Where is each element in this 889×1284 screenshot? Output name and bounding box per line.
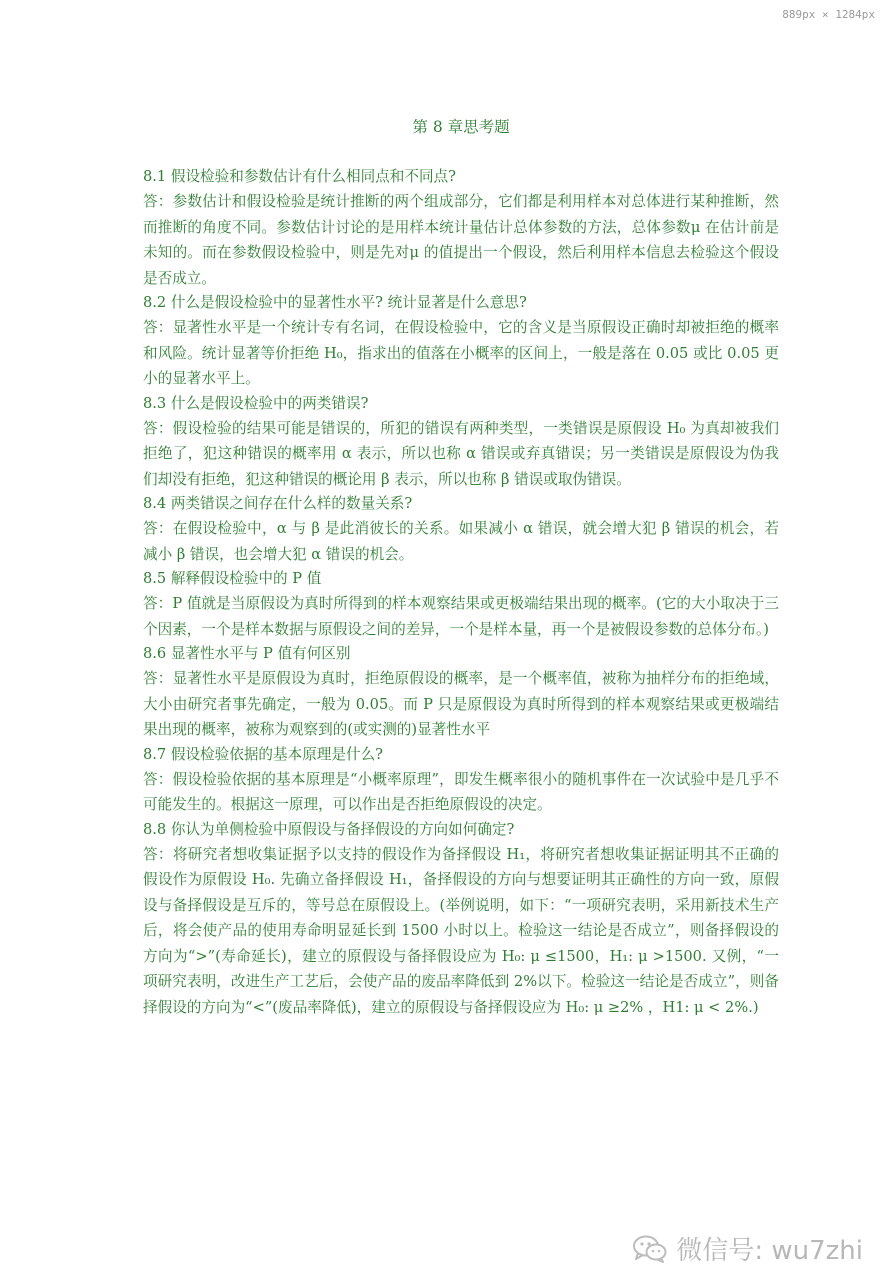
answer-text: 答：假设检验依据的基本原理是“小概率原理”，即发生概率很小的随机事件在一次试验中是几乎不可能发生的。根据这一原理，可以作出是否拒绝原假设的决定。	[143, 770, 779, 813]
document-body	[143, 115, 779, 1020]
wechat-icon	[632, 1234, 668, 1264]
page-title: 第 8 章思考题	[412, 118, 510, 136]
question-text: 8.6 显著性水平与 P 值有何区别	[143, 645, 351, 662]
question-text: 8.2 什么是假设检验中的显著性水平? 统计显著是什么意思?	[143, 294, 527, 311]
answer-text: 答：显著性水平是原假设为真时，拒绝原假设的概率，是一个概率值，被称为抽样分布的拒绝域，大小由研究者事先确定，一般为 0.05。而 P 只是原假设为真时所得到的样本观察结果或更极端结果出现的概率，被称为观察到的(或实测的)显著性水平	[143, 670, 779, 738]
question-text: 8.7 假设检验依据的基本原理是什么?	[143, 745, 383, 763]
qa-item-8-6	[143, 642, 779, 743]
qa-item-8-1	[143, 165, 779, 291]
answer-text: 答：显著性水平是一个统计专有名词，在假设检验中，它的含义是当原假设正确时却被拒绝的概率和风险。统计显著等价拒绝 H₀，指求出的值落在小概率的区间上，一般是落在 0.05 或比 0.05 更小的显著水平上。	[143, 319, 779, 387]
qa-item-8-2	[143, 291, 779, 392]
qa-item-8-7	[143, 743, 779, 818]
answer-text: 答：参数估计和假设检验是统计推断的两个组成部分，它们都是利用样本对总体进行某种推断，然而推断的角度不同。参数估计讨论的是用样本统计量估计总体参数的方法，总体参数μ 在估计前是未知的。而在参数假设检验中，则是先对μ 的值提出一个假设，然后利用样本信息去检验这个假设是否成立。	[143, 193, 779, 287]
answer-text: 答：假设检验的结果可能是错误的，所犯的错误有两种类型，一类错误是原假设 H₀ 为真却被我们拒绝了，犯这种错误的概率用 α 表示，所以也称 α 错误或弃真错误；另一类错误是原假设为伪我们却没有拒绝，犯这种错误的概论用 β 表示，所以也称 β 错误或取伪错误。	[143, 419, 779, 488]
question-text: 8.8 你认为单侧检验中原假设与备择假设的方向如何确定?	[143, 820, 515, 838]
qa-item-8-5	[143, 567, 779, 642]
page-size-label: 889px × 1284px	[782, 8, 875, 21]
wechat-watermark	[632, 1230, 863, 1267]
question-text: 8.1 假设检验和参数估计有什么相同点和不同点?	[143, 168, 456, 185]
question-text: 8.4 两类错误之间存在什么样的数量关系?	[143, 495, 413, 512]
answer-text: 答：将研究者想收集证据予以支持的假设作为备择假设 H₁，将研究者想收集证据证明其不正确的假设作为原假设 H₀. 先确立备择假设 H₁，备择假设的方向与想要证明其正确性的方向一致，原假设与备择假设是互斥的，等号总在原假设上。(举例说明，如下：“一项研究表明，采用新技术生产后，将会使产品的使用寿命明显延长到 1500 小时以上。检验这一结论是否成立”，则备择假设的方向为“>”(寿命延长)，建立的原假设与备择假设应为 H₀: μ ≤1500，H₁: μ >1500. 又例，“一项研究表明，改进生产工艺后，会使产品的废品率降低到 2%以下。检验这一结论是否成立”，则备择假设的方向为“<”(废品率降低)，建立的原假设与备择假设应为 H₀: μ ≥2% ，H1: μ < 2%.)	[143, 845, 779, 1016]
answer-text: 答：P 值就是当原假设为真时所得到的样本观察结果或更极端结果出现的概率。(它的大小取决于三个因素，一个是样本数据与原假设之间的差异，一个是样本量，再一个是被假设参数的总体分布。)	[143, 595, 779, 638]
answer-text: 答：在假设检验中，α 与 β 是此消彼长的关系。如果减小 α 错误，就会增大犯 β 错误的机会，若减小 β 错误，也会增大犯 α 错误的机会。	[143, 520, 779, 563]
question-text: 8.5 解释假设检验中的 P 值	[143, 570, 322, 587]
question-text: 8.3 什么是假设检验中的两类错误?	[143, 394, 369, 412]
watermark-text: 微信号: wu7zhi	[676, 1236, 863, 1266]
qa-item-8-3	[143, 392, 779, 493]
qa-item-8-4	[143, 492, 779, 567]
qa-item-8-8	[143, 818, 779, 1021]
